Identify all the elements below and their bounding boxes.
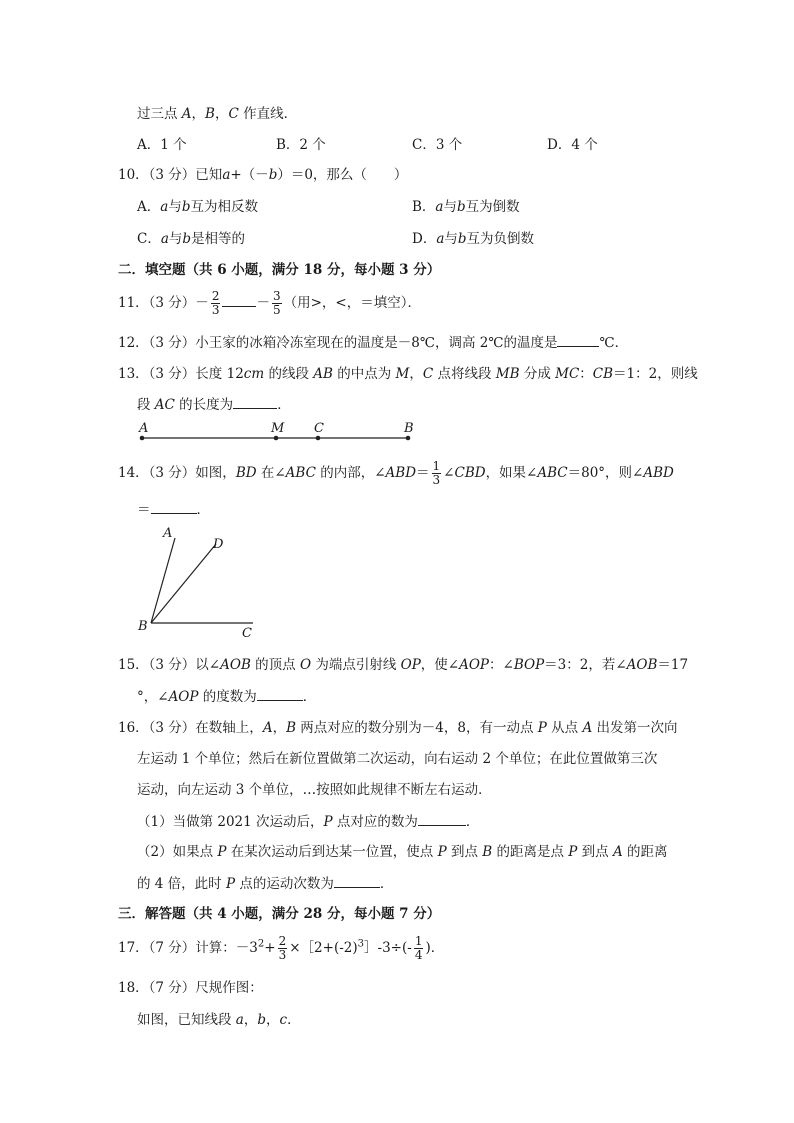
q10-option-d[interactable]: D．a与b互为负倒数 bbox=[412, 231, 535, 247]
q13-segment-figure bbox=[130, 418, 430, 446]
q16-part1-answer-blank[interactable] bbox=[418, 811, 466, 826]
section-3-heading: 三．解答题（共 4 小题，满分 28 分，每小题 7 分） bbox=[118, 906, 441, 922]
q16-part2-answer-blank[interactable] bbox=[334, 873, 380, 888]
angle-label-b: B bbox=[138, 619, 148, 634]
q10-option-c[interactable]: C．a与b是相等的 bbox=[137, 231, 246, 247]
q16-part2: （2）如果点 P 在某次运动后到达某一位置，使点 P 到点 B 的距离是点 P 到点 A 的距离 bbox=[137, 844, 668, 860]
section-2-heading: 二．填空题（共 6 小题，满分 18 分，每小题 3 分） bbox=[118, 262, 441, 278]
q15-stem-line2: °，∠AOP 的度数为 ． bbox=[137, 686, 316, 707]
q14-stem: 14．（3 分）如图，BD 在∠ABC 的内部，∠ABD＝ $\frac{1}{3}$ ∠CBD，如果∠ABC＝80°，则∠ABD bbox=[118, 459, 674, 487]
q9-option-b[interactable]: B．2 个 bbox=[276, 137, 326, 153]
q18-stem-line2: 如图，已知线段 a，b，c． bbox=[137, 1012, 301, 1028]
q16-part1: （1）当做第 2021 次运动后，P 点对应的数为 ． bbox=[137, 811, 479, 832]
fraction-2-3-q17: $\frac{2}{3}$ bbox=[278, 934, 287, 962]
point-m-dot bbox=[274, 436, 279, 441]
point-c-label: C bbox=[314, 421, 324, 436]
point-a-label: A bbox=[139, 421, 149, 436]
q12-answer-blank[interactable] bbox=[557, 332, 599, 347]
ray-bd bbox=[151, 544, 216, 623]
q15-answer-blank[interactable] bbox=[257, 686, 303, 701]
q18-stem: 18．（7 分）尺规作图： bbox=[118, 980, 263, 996]
q10-option-a[interactable]: A．a与b互为相反数 bbox=[137, 199, 258, 215]
q16-part2-line2: 的 4 倍，此时 P 点的运动次数为 ． bbox=[137, 873, 393, 894]
point-b-label: B bbox=[404, 421, 414, 436]
q16-stem-line2: 左运动 1 个单位；然后在新位置做第二次运动，向右运动 2 个单位；在此位置做第三次 bbox=[137, 751, 658, 767]
fraction-3-5: $\frac{3}{5}$ bbox=[272, 289, 281, 317]
q10-stem: 10．（3 分）已知a+（－b）＝0，那么（ ） bbox=[118, 167, 408, 183]
angle-label-a: A bbox=[163, 526, 173, 541]
angle-label-c: C bbox=[242, 626, 252, 641]
q13-stem: 13．（3 分）长度 12cm 的线段 AB 的中点为 M，C 点将线段 MB 分成 MC：CB＝1：2，则线 bbox=[118, 366, 698, 382]
q14-answer-blank[interactable] bbox=[151, 499, 197, 514]
q13-stem-line2: 段 AC 的长度为 ． bbox=[137, 394, 291, 415]
q9-continuation: 过三点 A，B，C 作直线． bbox=[137, 106, 298, 122]
q9-option-a[interactable]: A．1 个 bbox=[137, 137, 187, 153]
angle-label-d: D bbox=[213, 537, 224, 552]
q14-stem-line2: ＝ ． bbox=[137, 499, 210, 520]
point-c-dot bbox=[316, 436, 321, 441]
q14-angle-figure bbox=[128, 522, 268, 642]
q11-answer-blank[interactable] bbox=[222, 292, 256, 307]
q13-answer-blank[interactable] bbox=[233, 394, 277, 409]
fraction-1-3: $\frac{1}{3}$ bbox=[432, 459, 441, 487]
q15-stem: 15．（3 分）以∠AOB 的顶点 O 为端点引射线 OP，使∠AOP：∠BOP＝3：2，若∠AOB＝17 bbox=[118, 657, 689, 673]
q12-stem: 12．（3 分）小王家的冰箱冷冻室现在的温度是－8℃，调高 2℃的温度是 ℃． bbox=[118, 332, 628, 353]
point-m-label: M bbox=[271, 421, 285, 436]
point-a-dot bbox=[140, 436, 145, 441]
q11-stem: 11．（3 分）－ $\frac{2}{3}$ － $\frac{3}{5}$ （用>，<，＝填空）． bbox=[118, 289, 421, 317]
q17-stem: 17．（7 分）计算：$-3^2+$ $\frac{2}{3}$ $\times[2+(-2)^3]-3\div(-$ $\frac{1}{4}$ )． bbox=[118, 934, 445, 962]
ray-ba bbox=[151, 538, 175, 623]
fraction-1-4: $\frac{1}{4}$ bbox=[414, 934, 423, 962]
q16-stem-line1: 16．（3 分）在数轴上，A，B 两点对应的数分别为－4，8，有一动点 P 从点 A 出发第一次向 bbox=[118, 720, 678, 736]
fraction-2-3: $\frac{2}{3}$ bbox=[211, 289, 220, 317]
q10-option-b[interactable]: B．a与b互为倒数 bbox=[412, 199, 520, 215]
q16-stem-line3: 运动，向左运动 3 个单位，…按照如此规律不断左右运动． bbox=[137, 782, 492, 798]
point-b-dot bbox=[406, 436, 411, 441]
q9-option-d[interactable]: D．4 个 bbox=[547, 137, 598, 153]
q9-option-c[interactable]: C．3 个 bbox=[412, 137, 463, 153]
